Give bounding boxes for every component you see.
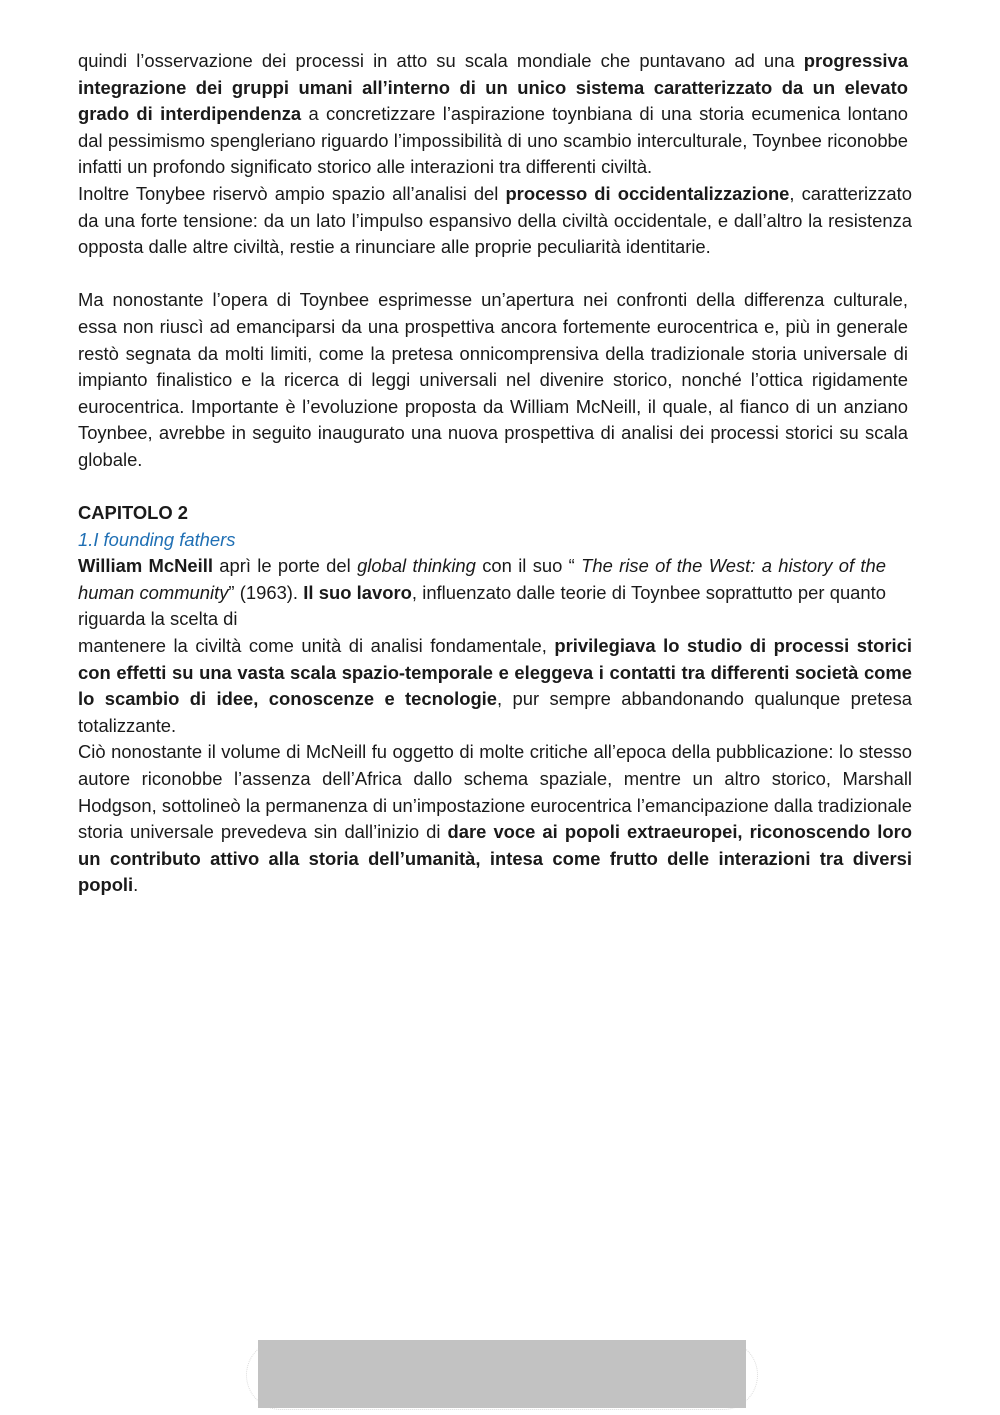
paragraph-mcneill-method (78, 633, 912, 739)
text-run: a concretizzare l’aspirazione toynbiana di una storia ecumenica lontano dal pessimismo spengleriano riguardo l’impossibilità di uno scambio interculturale, Toynbee riconobbe infatti un profondo significato storico alle interazioni tra differenti civiltà. (78, 103, 908, 178)
italic-text: global thinking (357, 555, 476, 577)
chapter-heading: CAPITOLO 2 (78, 502, 189, 524)
italic-text: The rise of the West: a history of the human community (78, 555, 886, 603)
paragraph-mcneill-critique (78, 739, 912, 899)
paragraph-mcneill-intro (78, 553, 886, 633)
text-run: Inoltre Tonybee riservò ampio spazio all’analisi del (78, 182, 506, 204)
bold-text: William McNeill (78, 555, 213, 577)
text-run: con il suo “ (475, 555, 582, 577)
paragraph-westernization (78, 181, 912, 261)
footer-placeholder-block (258, 1340, 746, 1408)
paragraph-global-integration (78, 48, 908, 181)
text-run: , caratterizzato da una forte tensione: da un lato l’impulso espansivo della civiltà occidentale, e dall’altro la resistenza opposta dalle altre civiltà, restie a rinunciare alle proprie peculiarità identitarie. (78, 182, 912, 258)
text-run: , influenzato dalle teorie di Toynbee soprattutto per quanto riguarda la scelta di (78, 581, 886, 630)
text-run: mantenere la civiltà come unità di analisi fondamentale, (78, 635, 555, 657)
bold-text: processo di occidentalizzazione (505, 182, 790, 204)
bold-text: privilegiava lo studio di processi storici con effetti su una vasta scala spazio-temporale e eleggeva i contatti tra differenti società come lo scambio di idee, conoscenze e tecnologie (78, 635, 912, 710)
bold-text: Il suo lavoro (303, 581, 412, 603)
text-run: ” (1963). (228, 581, 304, 603)
paragraph-spacer (78, 474, 912, 501)
text-run: . (133, 874, 139, 896)
text-run: Ma nonostante l’opera di Toynbee esprimesse un’apertura nei confronti della differenza culturale, essa non riuscì ad emanciparsi da una prospettiva ancora fortemente eurocentrica e, più in generale restò segnata da molti limiti, come la pretesa onnicomprensiva della tradizionale storia universale di impianto finalistico e la ricerca di leggi universali nel divenire storico, nonché l’ottica rigidamente eurocentrica. Importante è l’evoluzione proposta da William McNeill, il quale, al fianco di un anziano Toynbee, avrebbe in seguito inaugurato una nuova prospettiva di analisi dei processi storici su scala globale. (78, 289, 908, 470)
text-run: quindi l’osservazione dei processi in atto su scala mondiale che puntavano ad una (78, 50, 804, 71)
bold-text: dare voce ai popoli extraeuropei, riconoscendo loro un contributo attivo alla storia dell’umanità, intesa come frutto delle interazioni tra diversi popoli (78, 821, 912, 896)
bold-text: progressiva integrazione dei gruppi umani all’interno di un unico sistema caratterizzato da un elevato grado di interdipendenza (78, 50, 908, 125)
section-heading: 1.I founding fathers (78, 528, 236, 550)
text-run: aprì le porte del (212, 555, 358, 577)
text-run: Ciò nonostante il volume di McNeill fu oggetto di molte critiche all’epoca della pubblicazione: lo stesso autore riconobbe l’assenza dell’Africa dallo schema spaziale, mentre un altro storico, Marshall Hodgson, sottolineò la permanenza di un’impostazione eurocentrica l’emancipazione dalla tradizionale storia universale prevedeva sin dall’inizio di (78, 741, 912, 843)
document-page (78, 48, 912, 899)
paragraph-eurocentrism (78, 287, 908, 473)
text-run: , pur sempre abbandonando qualunque pretesa totalizzante. (78, 688, 912, 736)
paragraph-spacer (78, 261, 912, 288)
